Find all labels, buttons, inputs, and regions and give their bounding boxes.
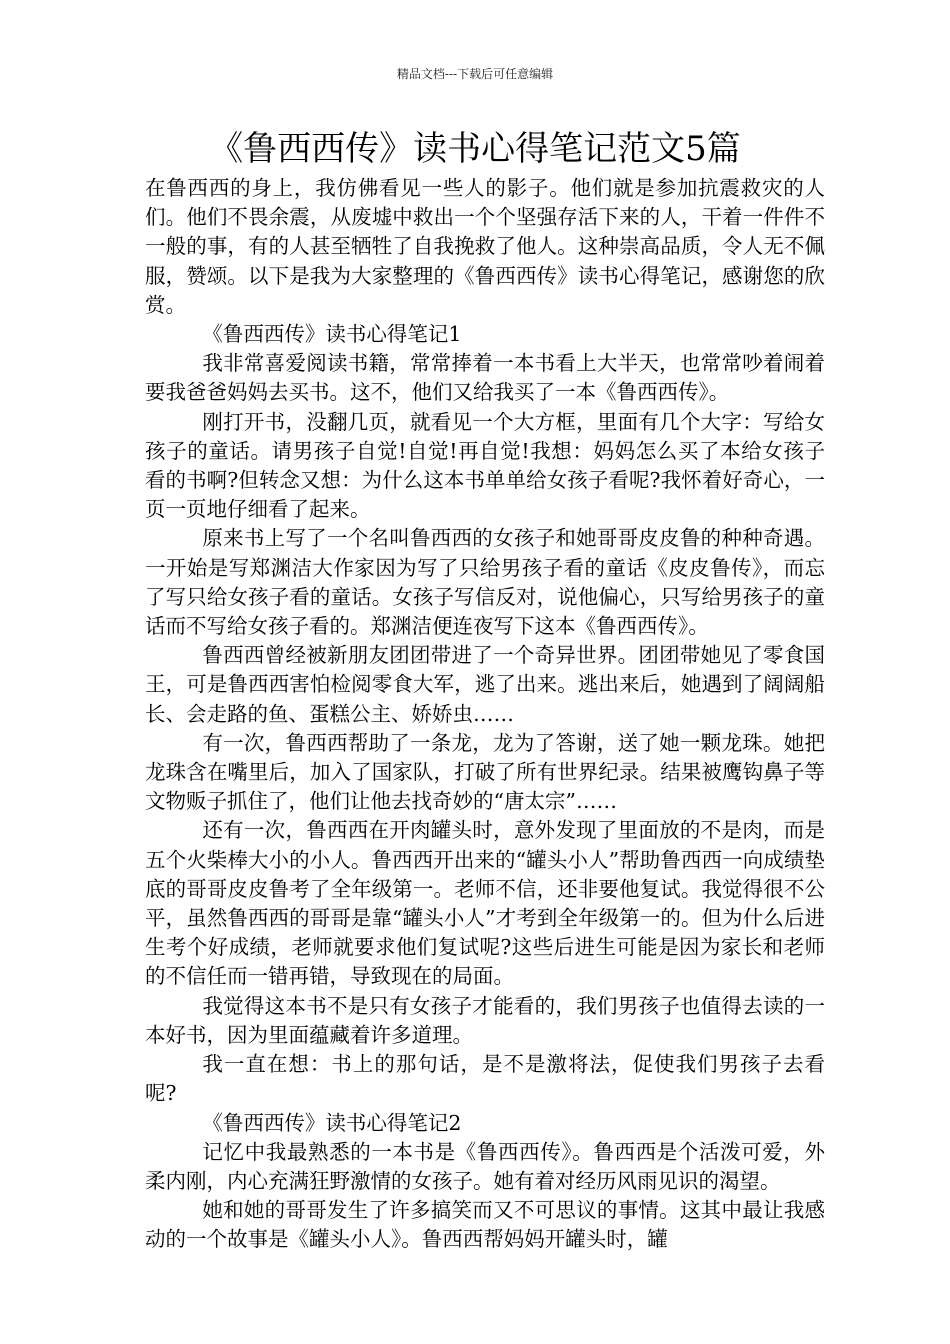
- body-paragraph: 我非常喜爱阅读书籍，常常捧着一本书看上大半天，也常常吵着闹着要我爸爸妈妈去买书。这不，他们又给我买了一本《鲁西西传》。: [145, 351, 825, 405]
- section-heading-2: 《鲁西西传》读书心得笔记2: [202, 1110, 462, 1135]
- body-paragraph: 刚打开书，没翻几页，就看见一个大方框，里面有几个大字：写给女孩子的童话。请男孩子自觉!自觉!再自觉!我想：妈妈怎么买了本给女孩子看的书啊?但转念又想：为什么这本书单单给女孩子看呢?我怀着好奇心，一页一页地仔细看了起来。: [145, 409, 825, 522]
- document-title: 《鲁西西传》读书心得笔记范文5篇: [209, 129, 741, 169]
- body-paragraph: 记忆中我最熟悉的一本书是《鲁西西传》。鲁西西是个活泼可爱，外柔内刚，内心充满狂野激情的女孩子。她有着对经历风雨见识的渴望。: [145, 1139, 825, 1193]
- body-paragraph: 还有一次，鲁西西在开肉罐头时，意外发现了里面放的不是肉，而是五个火柴棒大小的小人。鲁西西开出来的“罐头小人”帮助鲁西西一向成绩垫底的哥哥皮皮鲁考了全年级第一。老师不信，还非要他复试。我觉得很不公平，虽然鲁西西的哥哥是靠“罐头小人”才考到全年级第一的。但为什么后进生考个好成绩，老师就要求他们复试呢?这些后进生可能是因为家长和老师的不信任而一错再错，导致现在的局面。: [145, 818, 825, 989]
- section-heading-1: 《鲁西西传》读书心得笔记1: [202, 322, 462, 347]
- intro-paragraph: 在鲁西西的身上，我仿佛看见一些人的影子。他们就是参加抗震救灾的人们。他们不畏余震，从废墟中救出一个个坚强存活下来的人，干着一件件不一般的事，有的人甚至牺牲了自我挽救了他人。这种崇高品质，令人无不佩服，赞颂。以下是我为大家整理的《鲁西西传》读书心得笔记，感谢您的欣赏。: [145, 176, 825, 317]
- body-paragraph: 原来书上写了一个名叫鲁西西的女孩子和她哥哥皮皮鲁的种种奇遇。一开始是写郑渊洁大作家因为写了只给男孩子看的童话《皮皮鲁传》，而忘了写只给女孩子看的童话。女孩子写信反对，说他偏心，只写给男孩子的童话而不写给女孩子看的。郑渊洁便连夜写下这本《鲁西西传》。: [145, 526, 825, 639]
- body-paragraph: 我一直在想：书上的那句话，是不是激将法，促使我们男孩子去看呢?: [145, 1052, 825, 1106]
- body-paragraph: 我觉得这本书不是只有女孩子才能看的，我们男孩子也值得去读的一本好书，因为里面蕴藏着许多道理。: [145, 993, 825, 1047]
- body-paragraph: 她和她的哥哥发生了许多搞笑而又不可思议的事情。这其中最让我感动的一个故事是《罐头小人》。鲁西西帮妈妈开罐头时，罐: [145, 1198, 825, 1252]
- body-paragraph: 有一次，鲁西西帮助了一条龙，龙为了答谢，送了她一颗龙珠。她把龙珠含在嘴里后，加入了国家队，打破了所有世界纪录。结果被鹰钩鼻子等文物贩子抓住了，他们让他去找奇妙的“唐太宗”……: [145, 730, 825, 814]
- document-body: [145, 174, 825, 1255]
- document-header: 精品文档---下载后可任意编辑: [396, 67, 554, 81]
- body-paragraph: 鲁西西曾经被新朋友团团带进了一个奇异世界。团团带她见了零食国王，可是鲁西西害怕检阅零食大军，逃了出来。逃出来后，她遇到了阔阔船长、会走路的鱼、蛋糕公主、娇娇虫……: [145, 643, 825, 726]
